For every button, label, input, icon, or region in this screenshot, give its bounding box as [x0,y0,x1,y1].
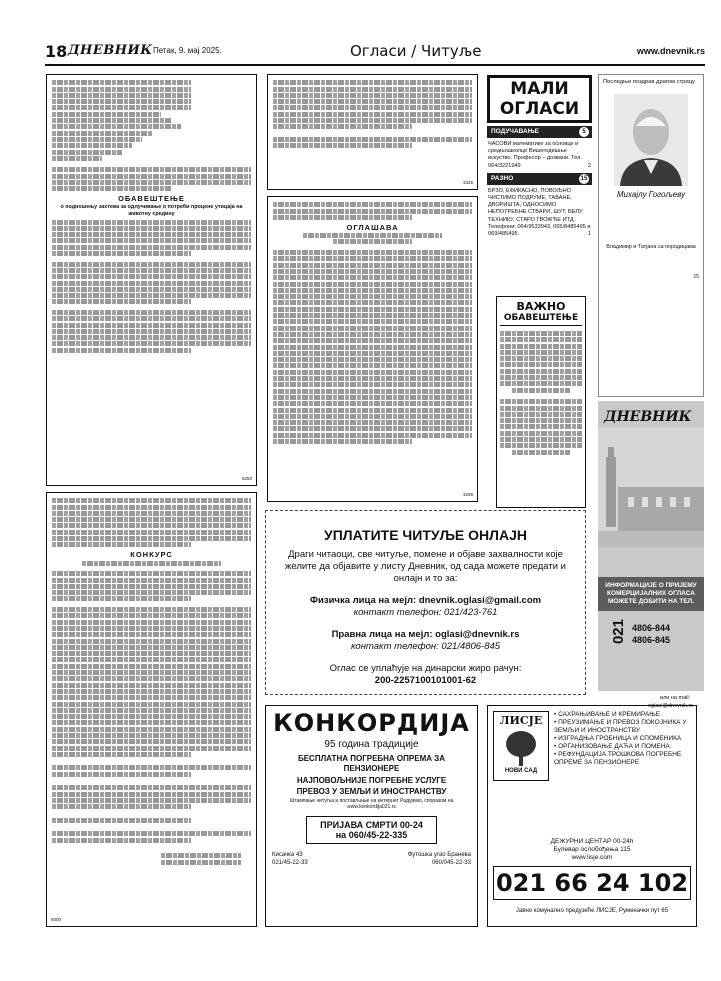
lisje-ad [487,705,697,927]
category-label: РАЗНО [491,174,514,182]
ad-text: ЧАСОВИ математике за основце и средњошколце Вишегодишње искуство. Професор – дозвани. Тел. 064/3221949 [488,141,582,169]
notice-title-2: ОБАВЕШТЕЊЕ [503,313,579,323]
konkordija-ad [265,705,478,927]
city-skyline-image [598,427,704,547]
page-header [45,40,705,66]
ad-code: 3325 [462,180,473,186]
classifieds-title-2: ОГЛАСИ [499,99,580,119]
notice-subheading: о подношењу захтева за одлучивање о потреби процене утицаја на животну средину [60,204,243,217]
lisje-phone[interactable]: 021 66 24 102 [493,866,691,900]
ad-code: 5000 [51,917,62,923]
portrait-photo [614,94,688,186]
phone-prefix: 021 [610,619,627,645]
dnevnik-logo: ДНЕВНИК [604,409,692,425]
lisje-logo: ЛИСЈЕ [499,714,543,727]
public-notice-2 [267,74,478,190]
online-ad-title: УПЛАТИТЕ ЧИТУЉЕ ОНЛАЈН [324,527,527,543]
service-item: • ИЗГРАДЊА ГРОБНИЦА И СПОМЕНИКА [554,735,682,742]
classifieds-title-1: МАЛИ [510,79,569,99]
phone-1[interactable]: 4806-844 [632,623,671,633]
physical-persons-phone: контакт телефон: 021/423-761 [353,607,498,618]
service-item: • ПРЕУЗИМАЊЕ И ПРЕВОЗ ПОКОЈНИКА У ЗЕМЉИ И ИНОСТРАНСТВУ [554,719,687,734]
category-number: 5 [579,127,589,137]
newspaper-logo: ДНЕВНИК [68,43,153,58]
obituary [598,74,704,397]
tree-icon [501,728,541,768]
classified-ad [487,185,592,241]
payment-note: Оглас се уплаћује на динарски жиро рачун: [329,663,522,674]
lisje-contact [488,838,696,862]
address-1-phone: 021/45-22-33 [272,860,308,866]
lisje-address: Булевар ослобођења 115 [553,846,631,853]
phone-2[interactable]: 4806-845 [632,635,671,645]
category-label: ПОДУЧАВАЊЕ [491,128,539,135]
ad-count: 2 [587,162,591,169]
classifieds-column [487,126,592,241]
ad-code: 6250 [241,476,252,482]
classified-ad [487,138,592,173]
section-title: Огласи / Читуље [350,42,482,60]
physical-persons-email[interactable]: Физичка лица на мејл: dnevnik.oglasi@gmail.com [309,595,542,606]
obituary-number: 15 [693,274,699,280]
lisje-services [554,711,694,767]
obituary-signature: Владимир и Татјана са породицама [606,244,696,250]
service-item: • САХРАЊИВАЊЕ И КРЕМИРАЊЕ [554,711,661,718]
duty-center: ДЕЖУРНИ ЦЕНТАР 00-24h [550,838,634,845]
competition-heading: КОНКУРС [130,550,173,560]
ad-count: 1 [587,231,591,238]
important-notice [496,296,586,508]
website-link[interactable]: www.dnevnik.rs [636,46,705,56]
konkordija-line-1: БЕСПЛАТНА ПОГРЕБНА ОПРЕМА ЗА ПЕНЗИОНЕРЕ [297,754,446,773]
lisje-logo-box [493,711,549,781]
notice-heading: ОБАВЕШТЕЊЕ [118,194,185,204]
mail-label: или на mail: [660,695,691,701]
konkordija-tradition: 95 година традиције [324,739,419,750]
classifieds-logo [487,75,592,123]
legal-entities-email[interactable]: Правна лица на мејл: oglasi@dnevnik.rs [331,629,520,640]
ad-info-text: ИНФОРМАЦИЈЕ О ПРИЈЕМУ КОМЕРЦИЈАЛНИХ ОГЛАСА МОЖЕТЕ ДОБИТИ НА ТЕЛ. [598,577,704,611]
konkordija-small-text: Штампање читуља и постављање на интернет Радујемо, споразом на www.konkordija021.rs [289,798,454,810]
address-2-phone: 060/045-22-33 [431,860,471,866]
issue-date: Петак, 9. мај 2025. [153,46,222,55]
obituary-intro: Последњи поздрав драгом стрицу [603,79,695,85]
online-obituary-ad [265,510,586,695]
konkordija-line-2: НАЈПОВОЉНИЈЕ ПОГРЕБНЕ УСЛУГЕ [296,776,447,785]
address-2: Футошка угао Бранева [407,852,471,858]
legal-entities-phone: контакт телефон: 021/4806-845 [350,641,501,652]
category-misc [487,173,592,185]
competition-notice [46,492,257,927]
konkordija-line-3: ПРЕВОЗ У ЗЕМЉИ И ИНОСТРАНСТВУ [296,787,447,796]
konkordija-logo: КОНКОРДИЈА [273,709,470,737]
important-notice-title [500,300,582,326]
address-1: Кисачка 43 [272,852,303,858]
lisje-website[interactable]: www.lisje.com [571,854,613,861]
public-notice-3 [267,196,478,502]
category-tutoring [487,126,592,138]
category-number: 15 [580,175,588,182]
death-report-label: ПРИЈАВА СМРТИ 00-24 [320,820,423,830]
notice-heading: ОГЛАШАВА [346,222,399,232]
public-notice-1 [46,74,257,486]
dnevnik-advertising-box [598,401,704,691]
service-item: • РЕФУНДАЦИЈА ТРОШКОВА ПОГРЕБНЕ ОПРЕМЕ ЗА ПЕНЗИОНЕРЕ [554,751,682,766]
lisje-footer: Јавно комунално предузеће ЛИСЈЕ, Руменачки пут 65 [515,908,669,914]
lisje-city: НОВИ САД [504,768,538,774]
ad-code: 3259 [462,492,473,498]
service-item: • ОРГАНИЗОВАЊЕ ДАЋА И ПОМЕНА [554,743,670,750]
notice-title-1: ВАЖНО [516,300,566,313]
mail-link[interactable]: oglasi@dnevnik.rs [648,703,694,709]
ad-text: БРЗО, ЕФИКАСНО, ПОВОЉНО ЧИСТИМО ПОДРУМЕ, ТАВАНЕ, ДВОРИШТА, ОДНОСИМО НЕПОТРЕБНЕ СТВАРИ, ШУТ, БЕЛУ ТЕХНИКУ, СТАРО ГВОЖЂЕ ИТД. Телефони: 064/9533943, 065/8485495 и 069/485495 [488,187,591,238]
death-report-phone[interactable]: на 060/45-22-335 [335,830,408,840]
deceased-name: Михајлу Гогољеву [616,190,686,199]
online-ad-body: Драги читаоци, све читуље, помене и објаве захвалности које желите да објавите у листу Дневник, од сада можете предати и онлајн и то за: [285,549,566,584]
page-number: 18 [45,42,68,61]
bank-account: 200-2257100101001-62 [374,675,477,686]
